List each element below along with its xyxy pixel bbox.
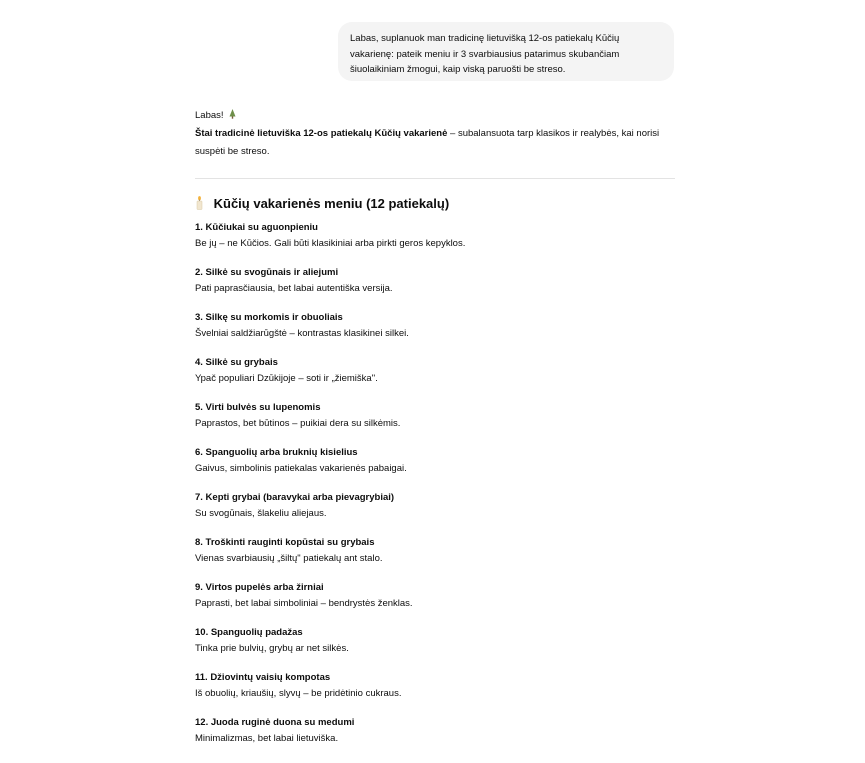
menu-item-description: Be jų – ne Kūčios. Gali būti klasikiniai arba pirkti geros kepyklos. <box>195 238 466 249</box>
section-divider <box>195 178 675 179</box>
menu-item-title: 7. Kepti grybai (baravykai arba pievagrybiai) <box>195 492 395 503</box>
menu-item-title: 6. Spanguolių arba bruknių kisielius <box>195 447 358 458</box>
assistant-greeting-line <box>195 108 236 124</box>
menu-item <box>195 310 675 355</box>
menu-item-title: 1. Kūčiukai su aguonpieniu <box>195 222 318 233</box>
assistant-greeting: Labas! <box>195 110 224 121</box>
menu-item-title: 11. Džiovintų vaisių kompotas <box>195 672 331 683</box>
menu-item <box>195 670 675 715</box>
intro-bold: Štai tradicinė lietuviška 12-os patiekalų Kūčių vakarienė <box>195 128 448 139</box>
menu-item <box>195 535 675 580</box>
menu-item-title: 8. Troškinti rauginti kopūstai su grybais <box>195 537 375 548</box>
menu-item-title: 12. Juoda ruginė duona su medumi <box>195 717 355 728</box>
menu-item-title: 10. Spanguolių padažas <box>195 627 303 638</box>
menu-item <box>195 220 675 265</box>
user-message-bubble <box>338 22 674 81</box>
menu-item <box>195 715 675 760</box>
menu-item <box>195 400 675 445</box>
menu-item-description: Vienas svarbiausių „šiltų" patiekalų ant stalo. <box>195 553 383 564</box>
candle-icon <box>195 196 204 210</box>
menu-item-description: Pati paprasčiausia, bet labai autentiška versija. <box>195 283 393 294</box>
menu-item-description: Iš obuolių, kriaušių, slyvų – be pridėtinio cukraus. <box>195 688 402 699</box>
menu-item-title: 2. Silkė su svogūnais ir aliejumi <box>195 267 339 278</box>
menu-item <box>195 580 675 625</box>
menu-item-description: Paprastos, bet būtinos – puikiai dera su silkėmis. <box>195 418 401 429</box>
menu-list <box>195 220 675 760</box>
menu-item <box>195 490 675 535</box>
menu-heading-text: Kūčių vakarienės meniu (12 patiekalų) <box>213 196 450 211</box>
menu-item-description: Su svogūnais, šlakeliu aliejaus. <box>195 508 327 519</box>
menu-item-description: Paprasti, bet labai simboliniai – bendrystės ženklas. <box>195 598 413 609</box>
menu-heading <box>195 195 449 213</box>
menu-item-description: Švelniai saldžiarūgštė – kontrastas klasikinei silkei. <box>195 328 409 339</box>
intro-rest: – subalansuota tarp klasikos ir realybės, kai norisi suspėti be streso. <box>195 128 660 157</box>
assistant-intro <box>195 125 673 161</box>
menu-item-description: Gaivus, simbolinis patiekalas vakarienės pabaigai. <box>195 463 407 474</box>
menu-item <box>195 625 675 670</box>
menu-item <box>195 445 675 490</box>
user-message-text: Labas, suplanuok man tradicinę lietuvišką 12-os patiekalų Kūčių vakarienę: pateik meniu ir 3 svarbiausius patarimus skubančiam šiuolaikiniam žmogui, kaip viską paruošti be streso. <box>350 33 620 75</box>
menu-item-description: Tinka prie bulvių, grybų ar net silkės. <box>195 643 349 654</box>
menu-item-title: 4. Silkė su grybais <box>195 357 278 368</box>
menu-item-title: 3. Silkę su morkomis ir obuoliais <box>195 312 343 323</box>
menu-item-description: Ypač populiari Dzūkijoje – soti ir „žiemiška". <box>195 373 378 384</box>
menu-item-description: Minimalizmas, bet labai lietuviška. <box>195 733 339 744</box>
menu-item-title: 5. Virti bulvės su lupenomis <box>195 402 321 413</box>
menu-item-title: 9. Virtos pupelės arba žirniai <box>195 582 324 593</box>
christmas-tree-icon <box>229 109 236 119</box>
menu-item <box>195 355 675 400</box>
menu-item <box>195 265 675 310</box>
